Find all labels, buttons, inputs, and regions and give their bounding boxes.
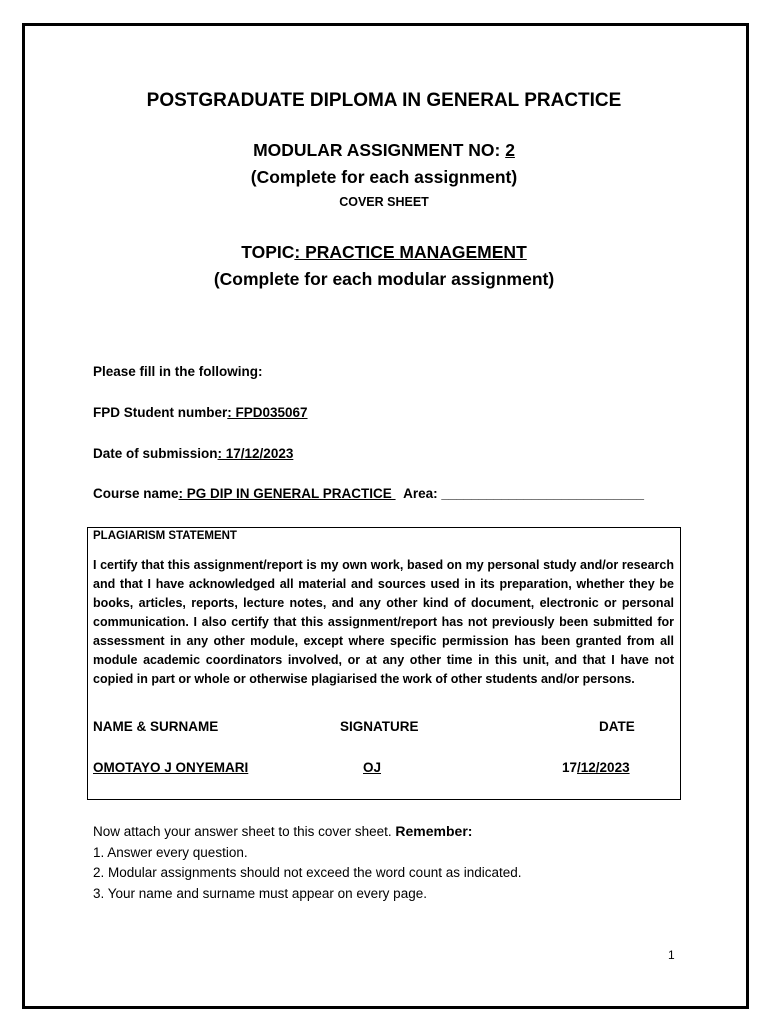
name-surname-header: NAME & SURNAME	[93, 719, 219, 734]
signed-date-day: 17	[562, 760, 578, 775]
student-number-value: : FPD035067	[227, 405, 308, 420]
name-surname-value: OMOTAYO J ONYEMARI	[93, 760, 249, 775]
plagiarism-statement: I certify that this assignment/report is my own work, based on my personal study and/or research and that I have acknowledged all material and sources used in its preparation, whether they be books, articles, reports, lecture notes, and any other kind of document, electronic or personal communication. I also certify that this assignment/report has not previously been submitted for assessment in any other module, except where specific permission has been granted from all module academic coordinators involved, or at any other time in this unit, and that I have not copied in part or whole or otherwise plagiarised the work of other students and/or persons.	[93, 558, 674, 686]
course-name-value: : PG DIP IN GENERAL PRACTICE	[178, 486, 396, 501]
attach-text: Now attach your answer sheet to this cover sheet.	[93, 824, 396, 839]
submission-date-field	[93, 446, 293, 461]
topic-value: : PRACTICE MANAGEMENT	[294, 242, 527, 262]
student-number-label: FPD Student number	[93, 405, 228, 420]
note-item-3: 3. Your name and surname must appear on every page.	[93, 886, 427, 901]
page-number: 1	[668, 948, 675, 962]
form-intro: Please fill in the following:	[93, 364, 263, 379]
topic-note: (Complete for each modular assignment)	[213, 269, 555, 289]
assignment-number: 2	[505, 140, 515, 160]
plagiarism-title: PLAGIARISM STATEMENT	[93, 530, 237, 542]
student-number-field	[93, 405, 308, 420]
topic-prefix: TOPIC	[241, 242, 295, 262]
area-value: ___________________________	[441, 486, 645, 501]
signature-header: SIGNATURE	[340, 719, 419, 734]
signed-date-rest: /12/2023	[577, 760, 630, 775]
assignment-note: (Complete for each assignment)	[250, 167, 518, 187]
signed-date-value	[562, 760, 630, 775]
signature-value: OJ	[363, 760, 382, 775]
date-header: DATE	[599, 719, 635, 734]
submission-date-value: : 17/12/2023	[217, 446, 294, 461]
assignment-prefix: MODULAR ASSIGNMENT NO:	[253, 140, 506, 160]
attach-note	[93, 823, 472, 839]
course-name-field	[93, 486, 644, 501]
topic-line	[0, 242, 768, 263]
assignment-number-line	[0, 140, 768, 161]
course-name-label: Course name	[93, 486, 179, 501]
cover-sheet-label: COVER SHEET	[339, 195, 429, 209]
area-label: Area:	[403, 486, 442, 501]
remember-label: Remember:	[395, 823, 473, 839]
note-item-1: 1. Answer every question.	[93, 845, 248, 860]
submission-date-label: Date of submission	[93, 446, 218, 461]
document-title: POSTGRADUATE DIPLOMA IN GENERAL PRACTICE	[146, 90, 622, 111]
note-item-2: 2. Modular assignments should not exceed the word count as indicated.	[93, 865, 522, 880]
